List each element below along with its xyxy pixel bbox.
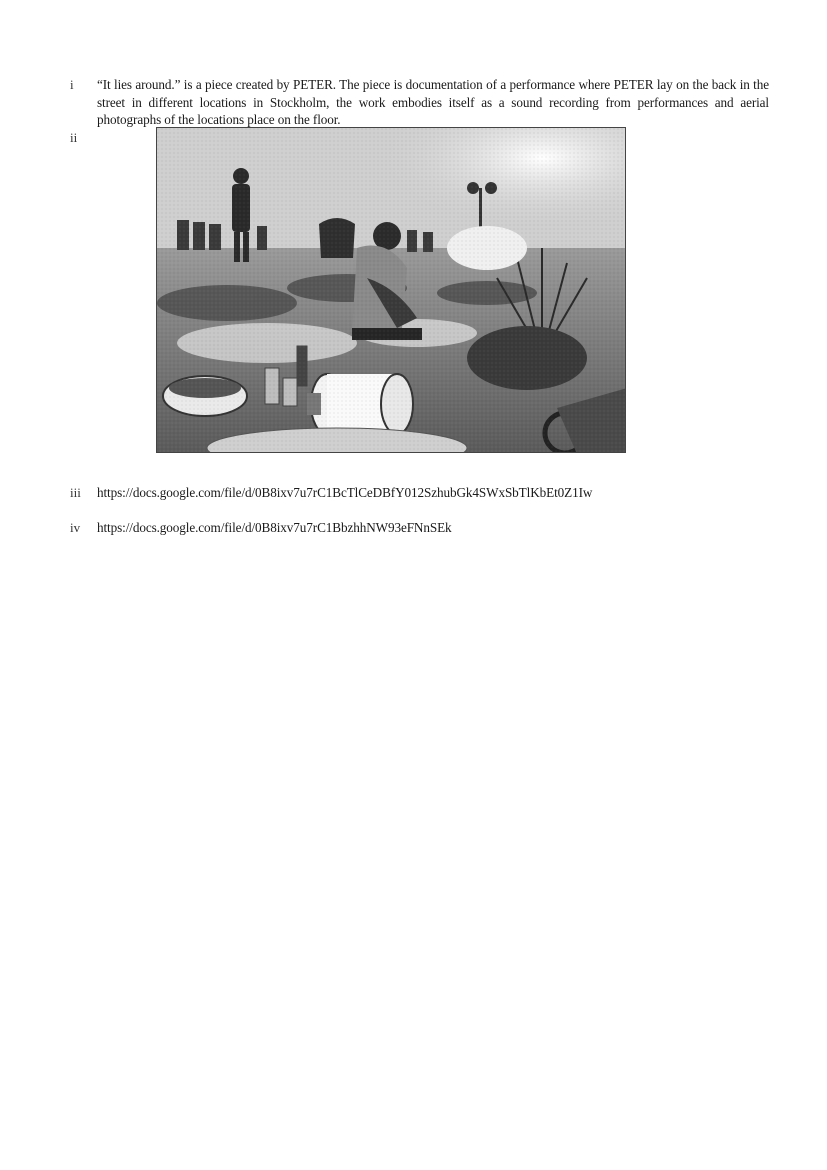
footnote-text: “It lies around.” is a piece created by PETER. The piece is documentation of a performance where PETER lay on the back in the street in different locations in Stockholm, the work embodies itself as a sound recording from performances and aerial photographs of the locations place on the floor. — [97, 77, 769, 127]
footnote-link[interactable]: https://docs.google.com/file/d/0B8ixv7u7rC1BcTlCeDBfY012SzhubGk4SWxSbTlKbEt0Z1Iw — [97, 485, 593, 500]
footnote-marker: i — [70, 77, 74, 92]
installation-photo — [156, 127, 626, 453]
footnote-marker: ii — [70, 130, 78, 145]
footnote-marker: iv — [70, 520, 81, 535]
footnote-marker: iii — [70, 485, 81, 500]
footnote-link[interactable]: https://docs.google.com/file/d/0B8ixv7u7rC1BbzhhNW93eFNnSEk — [97, 520, 452, 535]
